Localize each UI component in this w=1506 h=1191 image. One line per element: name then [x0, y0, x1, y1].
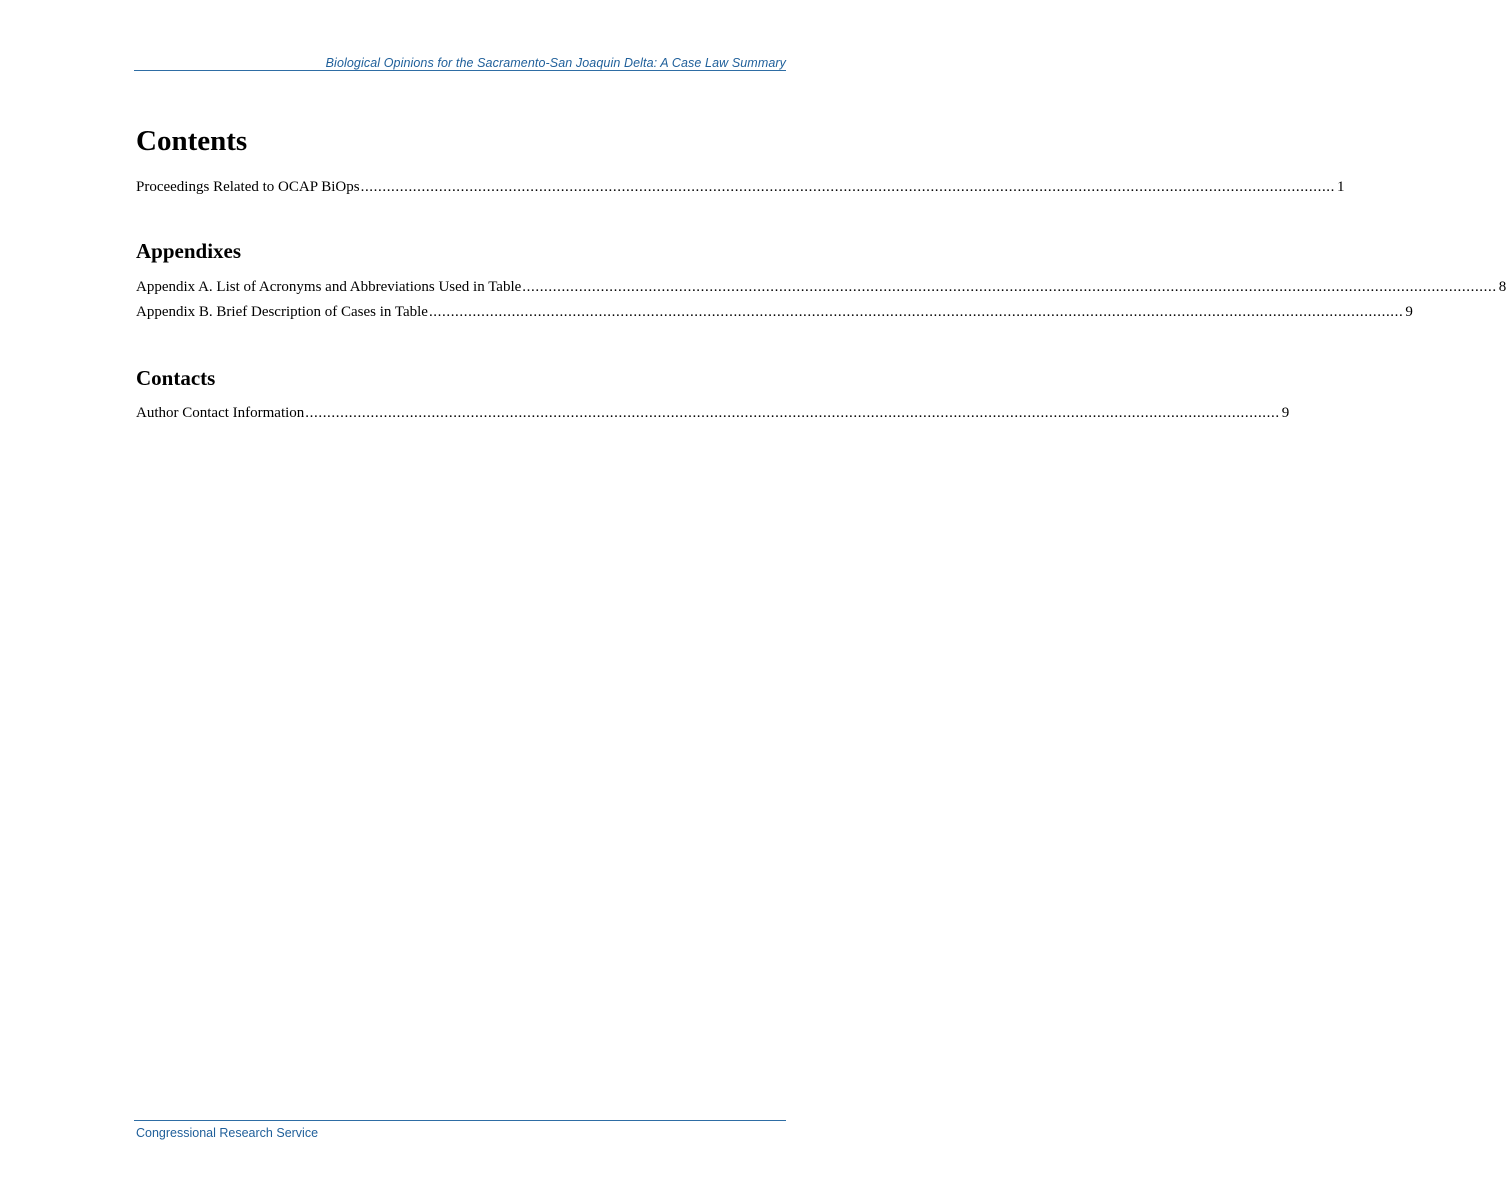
toc-entry-title: Appendix A. List of Acronyms and Abbreviations Used in Table — [136, 279, 522, 295]
contents-heading: Contents — [136, 125, 248, 157]
toc-entry-page: 1 — [1337, 179, 1345, 195]
toc-entry-appendix-b[interactable] — [136, 302, 1413, 322]
dot-leader: ................................................................................................................................................................................................................................ — [428, 304, 1404, 320]
toc-entry-page: 9 — [1405, 304, 1413, 320]
toc-entry-title: Proceedings Related to OCAP BiOps — [136, 179, 360, 195]
toc-entry-title: Appendix B. Brief Description of Cases in Table — [136, 304, 428, 320]
toc-entry-proceedings[interactable] — [136, 177, 1345, 197]
running-header-title: Biological Opinions for the Sacramento-San Joaquin Delta: A Case Law Summary — [325, 56, 786, 70]
toc-entry-title: Author Contact Information — [136, 405, 305, 421]
toc-entry-appendix-a[interactable] — [136, 277, 1506, 297]
running-header — [134, 54, 786, 71]
dot-leader: ................................................................................................................................................................................................................................ — [305, 405, 1280, 421]
toc-entry-page: 9 — [1281, 405, 1290, 421]
appendixes-heading: Appendixes — [136, 239, 242, 263]
dot-leader: ................................................................................................................................................................................................................................ — [360, 179, 1335, 195]
running-footer — [134, 1120, 786, 1142]
footer-organization: Congressional Research Service — [136, 1126, 319, 1140]
dot-leader: ................................................................................................................................................................................................................................ — [522, 279, 1497, 295]
toc-entry-page: 8 — [1498, 279, 1506, 295]
toc-entry-author-contact[interactable] — [136, 403, 1290, 423]
contacts-heading: Contacts — [136, 366, 216, 390]
